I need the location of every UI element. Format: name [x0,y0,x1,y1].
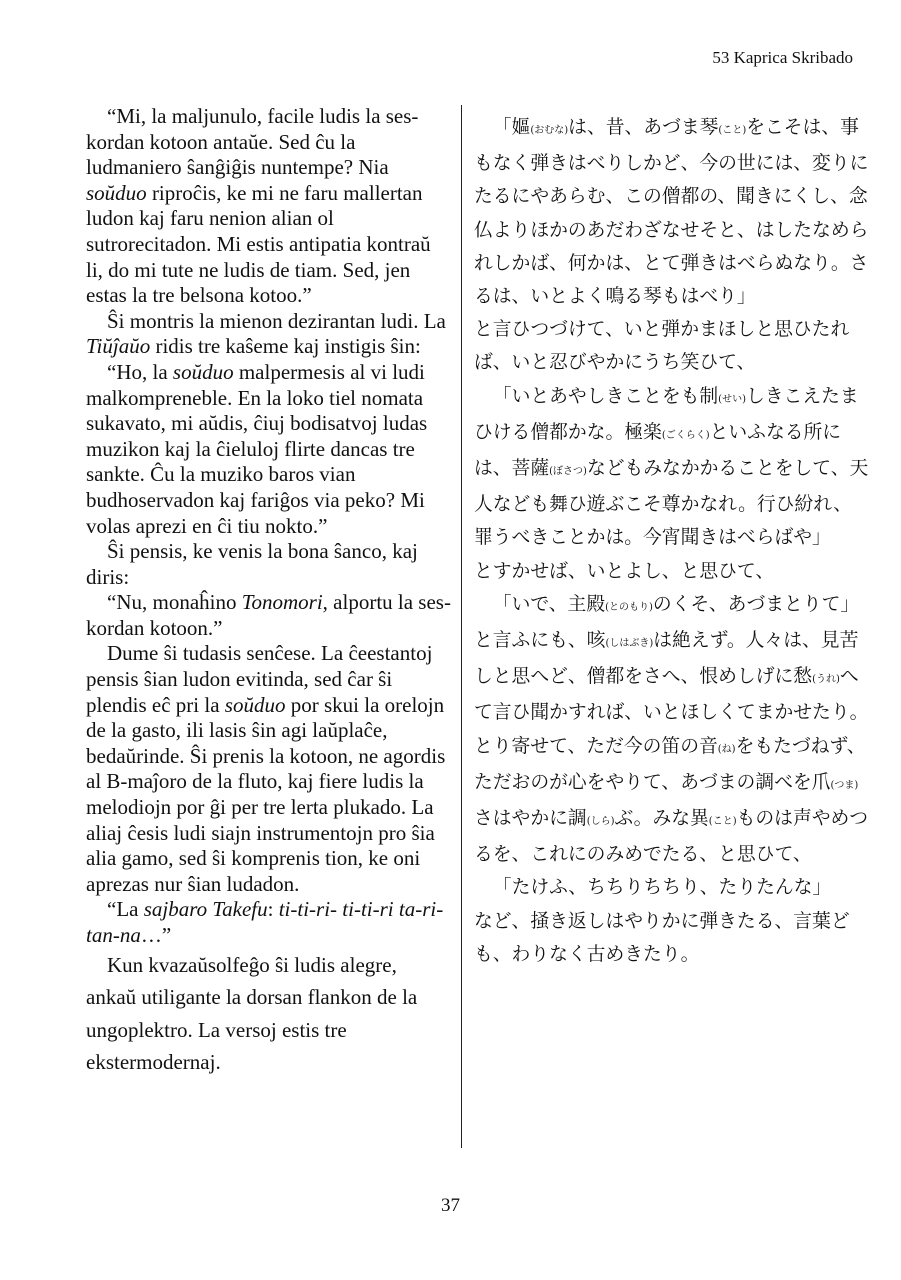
esperanto-column [86,104,451,1079]
paragraph: “Mi, la maljunulo, facile ludis la ses-kordan kotoon antaŭe. Sed ĉu la ludmaniero ŝanĝiĝis nuntempe? Nia soŭduo riproĉis, ke mi ne faru mallertan ludon kaj faru nenion alian ol sutrorecitadon. Mi estis antipatia kontraŭ li, do mi tute ne ludis de tiam. Sed, jen estas la tre belsona kotoo.” [86,104,431,308]
paragraph: と言ひつづけて、いと弾かまほしと思ひたれば、いと忍びやかにうち笑ひて、 [474,319,850,374]
paragraph: 「いとあやしきことをも制(せい)しきこえたまひける僧都かな。極楽(ごくらく)といふなる所には、菩薩(ぼさつ)などもみなかかることをして、天人なども舞ひ遊ぶこそ尊かなれ。行ひ紛れ、罪うべきことかは。今宵聞きはべらばや」 [474,385,869,549]
paragraph: 「嫗(おむな)は、昔、あづま琴(こと)をこそは、事もなく弾きはべりしかど、今の世には、変りにたるにやあらむ、この僧都の、聞きにくし、念仏よりほかのあだわざなせそと、はしたなめられしかば、何かは、とて弾きはべらぬなり。さるは、いとよく鳴る琴もはべり」 [474,117,869,308]
paragraph: と言ふにも、咳(しはぶき)は絶えず。人々は、見苦しと思へど、僧都をさへ、恨めしげに愁(うれ)へて言ひ聞かすれば、いとほしくてまかせたり。とり寄せて、ただ今の笛の音(ね)をもたづねず、ただおのが心をやりて、あづまの調べを爪(つま)さはやかに調(しら)ぶ。みな異(こと)ものは声やめつるを、これにのみめでたる、と思ひて、 [474,630,869,866]
paragraph: Dume ŝi tudasis senĉese. La ĉeestantoj pensis ŝian ludon evitinda, sed ĉar ŝi plendis eĉ pri la soŭduo por skui la orelojn de la gasto, ili lasis ŝin agi laŭplaĉe, bedaŭrinde. Ŝi prenis la kotoon, ne agordis al B-maĵoro de la fluto, kaj fiere ludis la melodiojn por ĝi per tre lerta plukado. La aliaj ĉesis ludi siajn instrumentojn pro ŝia alia gamo, sed ŝi komprenis tion, ke oni aprezas nur ŝian ludadon. [86,641,446,896]
paragraph: など、掻き返しはやりかに弾きたる、言葉ども、わりなく古めきたり。 [474,910,850,965]
japanese-column [474,111,869,971]
paragraph: 「たけふ、ちちりちちり、たりたんな」 [492,877,832,899]
paragraph: Ŝi pensis, ke venis la bona ŝanco, kaj diris: [86,539,418,589]
paragraph: 「いで、主殿(とのもり)のくそ、あづまとりて」 [492,593,860,615]
paragraph: Kun kvazaŭsolfeĝo ŝi ludis alegre, ankaŭ utiligante la dorsan flankon de la ungoplektro. La versoj estis tre ekstermodernaj. [86,952,418,1075]
page-number: 37 [441,1195,460,1216]
running-header: 53 Kaprica Skribado [712,48,853,67]
paragraph: “Nu, monaĥino Tonomori, alportu la ses-kordan kotoon.” [86,590,451,640]
paragraph: Ŝi montris la mienon dezirantan ludi. La Tiŭĵaŭo ridis tre kaŝeme kaj instigis ŝin: [86,308,446,359]
paragraph: とすかせば、いとよし、と思ひて、 [474,560,775,582]
paragraph: “Ho, la soŭduo malpermesis al vi ludi malkompreneble. En la loko tiel nomata sukavato, mi aŭdis, ĉiuj bodisatvoj ludas muzikon kaj la ĉieluloj flirte dancas tre sankte. Ĉu la muziko baros vian budhoservadon kaj fariĝos via peko? Mi volas aprezi en ĉi tiu nokto.” [86,359,428,538]
column-divider [461,105,462,1148]
paragraph: “La sajbaro Takefu: ti-ti-ri- ti-ti-ri ta-ri-tan-na…” [86,897,444,947]
